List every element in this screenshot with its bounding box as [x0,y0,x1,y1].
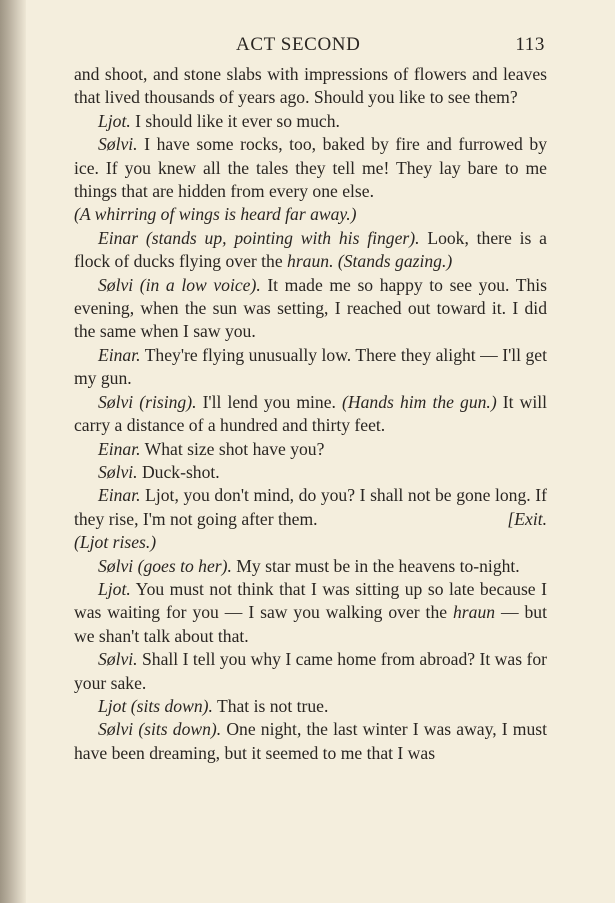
speech-solvi [74,555,547,578]
speaker-name: Ljot. [98,110,131,131]
speech-text: Duck-shot. [137,461,220,482]
stage-direction: (Ljot rises.) [74,532,157,553]
stage-direction-inline: (stands up, pointing with his finger). [138,227,420,248]
italic-word: hraun [453,602,496,623]
speech-ljot [74,110,547,133]
stage-direction-inline: (in a low voice). [133,274,261,295]
speech-text: One night, the last winter I was away, I must have been dreaming, but it seemed to me that I was [74,719,548,763]
speech-solvi [74,718,547,765]
exit-direction: [Exit. [507,508,547,529]
speech-ljot [74,695,547,718]
speech-ljot [74,578,547,648]
speech-einar [74,438,547,461]
stage-direction-inline: (goes to her). [133,555,232,576]
speaker-name: Sølvi. [98,461,138,482]
stage-direction-inline: (sits down). [126,695,213,716]
speech-text: You must not think that I was sitting up so late because I was waiting for you — I saw you walking over the [74,578,547,623]
speaker-name: Ljot [98,695,127,716]
speech-text: What size shot have you? [140,438,325,459]
page-number: 113 [515,34,545,55]
speaker-name: Sølvi [98,555,134,576]
speech-einar [74,344,547,391]
speech-text: That is not true. [212,695,329,716]
speech-text: They're flying unusually low. There they alight — I'll get my gun. [74,344,547,389]
stage-direction-inline: (Stands gazing.) [333,251,453,272]
speech-einar [74,484,547,531]
speaker-name: Sølvi [98,719,134,740]
speech-text: I have some rocks, too, baked by fire and furrowed by ice. If you knew all the tales they tell me! They lay bare to me things that are hidden from every one else. [74,134,547,202]
running-title: ACT SECOND [236,34,361,55]
page-header [74,34,547,58]
speech-solvi [74,274,547,344]
speech-text: I should like it ever so much. [130,110,340,131]
speech-text: Look, there is a flock of ducks flying over the [74,227,547,272]
paragraph-continuation: and shoot, and stone slabs with impressions of flowers and leaves that lived thousands of years ago. Should you like to see them? [74,64,547,108]
stage-direction-inline: (sits down). [133,719,222,740]
stage-direction-inline: (Hands him the gun.) [342,391,497,412]
speech-text: It will carry a distance of a hundred and thirty feet. [74,391,548,436]
speech-text: My star must be in the heavens to-night. [231,555,520,576]
speaker-name: Sølvi [98,274,134,295]
speech-text: Shall I tell you why I came home from abroad? It was for your sake. [74,649,547,693]
speech-text: It made me so happy to see you. This evening, when the sun was setting, I reached out toward it. I did the same when I saw you. [74,274,547,342]
speaker-name: Sølvi. [98,134,138,155]
page-body [74,63,547,765]
speech-solvi [74,133,547,203]
book-page [74,34,547,765]
speech-solvi [74,391,547,438]
italic-word: hraun. [287,251,334,272]
speaker-name: Sølvi. [98,649,138,670]
speaker-name: Einar [98,227,139,248]
speech-solvi [74,461,547,484]
speaker-name: Einar. [98,344,141,365]
speech-text: I'll lend you mine. [196,391,343,412]
speaker-name: Ljot. [98,578,131,599]
speaker-name: Einar. [98,485,141,506]
speech-einar [74,227,547,274]
speech-text: — but we shan't talk about that. [74,602,547,646]
page-gutter-shadow [0,0,26,903]
stage-direction-inline: (rising). [133,391,197,412]
speaker-name: Sølvi [98,391,134,412]
speech-text: Ljot, you don't mind, do you? I shall not be gone long. If they rise, I'm not going after them. [74,485,547,529]
stage-direction: (A whirring of wings is heard far away.) [74,204,357,225]
speech-solvi [74,648,547,695]
speaker-name: Einar. [98,438,141,459]
